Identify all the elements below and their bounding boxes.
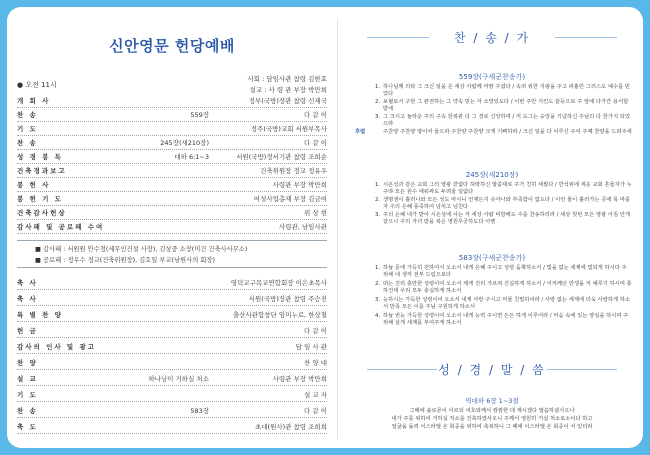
preacher-line: 설교 : 사 령 관 부장 박만희 — [249, 86, 327, 94]
hymn-title: 245장(새210장) — [465, 171, 519, 179]
bulletin-sheet — [7, 7, 643, 448]
scripture-line: 그때에 솔로몬이 이르되 여호와께서 캄캄한 데 계시겠다 말씀하셨사오나 — [409, 408, 575, 414]
order-of-service-page — [13, 7, 331, 448]
leader-line: 사회 : 담임사관 참령 김한효 — [247, 75, 327, 83]
program-row: 축 사 서원(국방)장관 참령 주승진 — [17, 293, 327, 306]
hymn-title: 583장(구세군찬송가) — [458, 254, 526, 262]
page-title: 신안영문 헌당예배 — [109, 37, 235, 55]
program-row: 설 교 하나님이 거하실 처소 사령관 부장 박만희 — [17, 373, 327, 386]
award-info-box — [17, 240, 327, 268]
hymns-page: 찬 / 송 / 가 559장(구세군찬송가) 1. 하나님께 의탁 그 크신 일을 온 세상 사람께 마땅 주셨다 / 속죄 위한 지팡을 주고 피흘린 그리스도 예수를 믿었다 2. 보혈로서 구한 그 완전하는 그 약속 믿는 자 소망있도다 / 이번 주안 지킨도 끝등으로 주 앞에 다가간 용서함 받네 3. 그 크시고 놀라운 주의 구속 한복판 다 그 경로 신앙하며 / 저 도그는 숭앙을 기념하신 주님의 다 한가지 되었으라 후렴 주찬양 주찬양 땅이여 들으라 주찬양 주찬양 크게 기뻐하라 / 크신 일을 다 이루신 주여 주께 찬양을 드려주세 245장(새210장) 1. 시온성과 같은 교회 그의 영광 한없다 허락하신 말씀대로 주가 친히 세웠다 / 반석위에 세운 교회 흔들자가 누구랴 모든 원수 에워싸도 두려울 일없다 2. 생명샘이 흘러나와 모든 성도 마시니 언제든지 솟아나와 부족함이 없도다 / 이런 물이 흘러가는 곳에 목 마를자 주의 은혜 풍족하여 넘치고 넘친다 3. 주의 은혜 내가 받아 시온성에 사는 자 세상 사람 비방해도 주를 찬송하리라 / 세상 헛된 모든 영광 아침 안개 같으나 주의 자녀 받을 복은 영원무궁하도다 아멘 583장(구세군찬송가) 1. 하늘 문에 가득히 전하여서 오소서 내게 은혜 주시고 성령 듬뿍하소서 / 빛을 없는 세계에 빛되게 하시다 주 위해 내 생각 전부 드림으로다 2. 떠는 진리 충만한 성령이여 오소서 제게 진리 가르쳐 진실하게 하소서 / 어저께던 만생을 저 예루기 하시며 통하건대 우리 모두 충실하게 하소서 3. 능하시는 가득한 성령이여 오소서 내게 사랑 주시고 머물 친밀하여라 / 사랑 없는 세계에 더욱 사랑하게 하소서 만족 모든 이를 주님 구원하게 하소서 4. 하늘 권능 가득한 성령이여 오소서 내게 능력 주시면 든든 하게 이루어라 / 마음 속에 있는 양심을 하시며 주 위해 살게 세계를 부여주게 하소서 성 / 경 / 말 / 씀 역대하 6장 1~3절 그때에 솔로몬이 이르되 여호와께서 캄캄한 데 계시겠다 말씀하셨사오나 내가 주를 위하여 거하실 처소를 건축하였사오니 주께서 영원히 거실 처소로소이다 하고 얼굴을 돌려 이스라엘 온 회중을 위하여 축복하니 그 때에 이스라엘 온 회중이 서 있더라 — [347, 7, 637, 448]
program-row: 찬 송 559장 다 같 이 — [17, 109, 327, 122]
scripture-text — [347, 407, 637, 431]
program-row: 찬 송 245장(새210장) 다 같 이 — [17, 137, 327, 150]
scripture-heading: 성 / 경 / 말 / 씀 — [438, 363, 546, 377]
service-leaders — [247, 74, 327, 96]
page-divider — [337, 19, 338, 439]
program-row: 감사패 및 공로패 수여 사령관, 남임사관 — [17, 221, 327, 234]
program-row: 찬 송 583장 다 같 이 — [17, 405, 327, 418]
program-row: 헌 금 다 같 이 — [17, 325, 327, 338]
program-row: 성 경 봉 독 대하 6:1~3 서원(국방)정서기관 참령 조희순 — [17, 151, 327, 164]
plaque-recipients: ■ 감사패 : 서원원 안수정(세무인건설 사장), 김상중 소장(미건 건축사사무소) — [35, 246, 248, 253]
program-row: 특 별 찬 양 출산사관합창단 임미누로, 한상철 — [17, 309, 327, 322]
program-row: 감사의 인사 및 광고 담 임 사 관 — [17, 341, 327, 354]
program-row: 기 도 설 교 자 — [17, 389, 327, 402]
scripture-line: 내가 주를 위하여 거하실 처소를 건축하였사오니 주께서 영원히 거실 처소로소이다 하고 — [391, 416, 593, 422]
program-row: 축 사 영덕교구목교연합회장 이은초목사 — [17, 277, 327, 290]
merit-recipients: ■ 공로패 : 정우수 정교(건축위원장), 김호일 부교(남원사의 회장) — [35, 257, 215, 264]
program-row: 봉 헌 기 도 여성사업총재 부장 김금여 — [17, 193, 327, 206]
program-row: 건축경과보고 건축위원장 정교 정유우 — [17, 165, 327, 178]
service-time: ● 오전 11시 — [17, 81, 57, 89]
scripture-line: 얼굴을 돌려 이스라엘 온 회중을 위하여 축복하니 그 때에 이스라엘 온 회중이 서 있더라 — [391, 424, 593, 430]
program-row: 축 도 초대(원사)관 참령 조희희 — [17, 421, 327, 434]
hymns-heading: 찬 / 송 / 가 — [453, 31, 531, 45]
program-row: 기 도 정주(국방)교회 서원부목사 — [17, 123, 327, 136]
program-row: 봉 헌 사 사령관 부장 박만희 — [17, 179, 327, 192]
program-row: 건축감사헌상 위 상 현 — [17, 207, 327, 220]
scripture-reference: 역대하 6장 1~3절 — [465, 397, 519, 405]
program-row: 찬 양 찬 양 대 — [17, 357, 327, 370]
program-row: 개 회 사 정부(국방)장관 참령 신재국 — [17, 95, 327, 108]
hymn-title: 559장(구세군찬송가) — [458, 73, 526, 81]
